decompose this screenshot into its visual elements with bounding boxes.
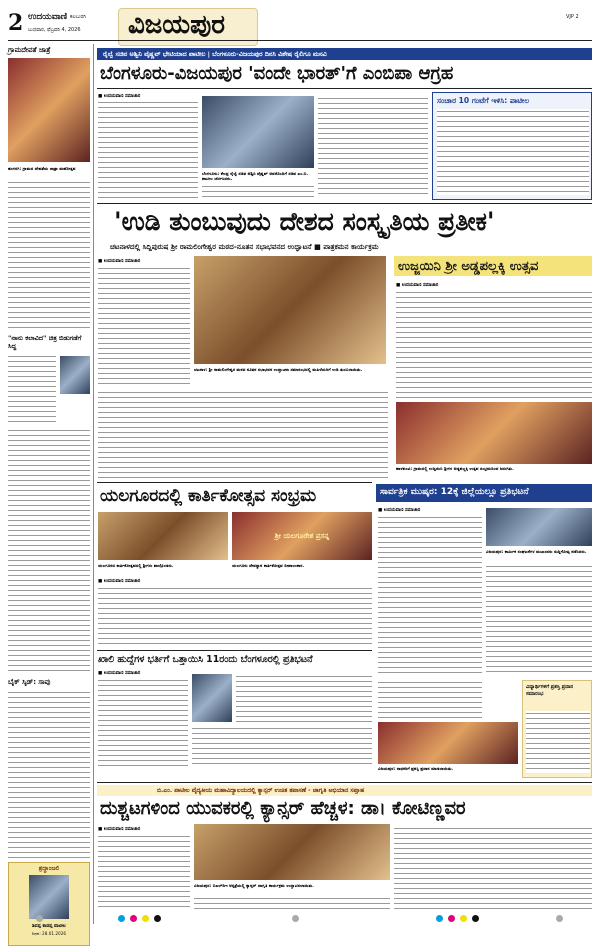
main-photo-caption: ಚಟನಾಳ: ಶ್ರೀ ರಾಮಲಿಂಗೇಶ್ವರ ಮಠದ ನೂತನ ಸಭಾಭವನ ಉದ್ಘಾಟನಾ ಸಮಾರಂಭದಲ್ಲಿ ಮಹಿಳೆಯರಿಗೆ ಉಡಿ ತುಂಬಲಾಯಿತು. [194,367,363,372]
karthik-caption-right: ಯಲಗೂರು ದೇವಸ್ಥಾನ ಕಾರ್ತಿಕೋತ್ಸವ ದೀಪಾಲಂಕಾರ. [232,563,305,568]
main-text-1 [98,266,190,386]
obituary-title: ಶ್ರದ್ಧಾಂಜಲಿ [38,865,60,872]
strike-text-1 [378,515,482,675]
karthik-headline: ಯಲಗೂರದಲ್ಲಿ ಕಾರ್ತಿಕೋತ್ಸವ ಸಂಭ್ರಮ [100,486,317,506]
banner-side-box [432,92,592,200]
registration-mark-icon [448,915,455,922]
banner-rule [97,88,592,89]
job-text-2 [192,726,372,768]
registration-mark-icon [36,915,43,922]
strike-photo [486,508,592,546]
registration-mark-icon [292,915,299,922]
banner-text-1 [98,100,198,198]
obituary-date: ನಿಧನ: 28.01.2026 [31,931,67,936]
left-column-divider [93,44,94,924]
left-text-2 [8,354,56,424]
right-story-text [396,290,592,398]
cancer-text-3 [394,826,592,910]
job-text-1 [98,678,188,768]
registration-mark-icon [118,915,125,922]
section-title: ವಿಜಯಪುರ [128,10,226,40]
cancer-photo [194,824,390,880]
left-text-4 [8,690,90,858]
temple-photo [8,58,90,162]
main-subhead: ಚಟನಾಳದಲ್ಲಿ ಸಿದ್ದಿಪುರುಷ ಶ್ರೀ ರಾಮಲಿಂಗೇಶ್ವರ ಮಠದ-ನೂತನ ಸಭಾಭವನದ ಉದ್ಘಾಟನೆ ■ ಪಾತ್ರಕಮನ ಕಾರ್ಯಕ್ರಮ [110,242,379,251]
left-column [8,44,90,936]
karthik-text [98,586,372,646]
banner-kicker-bar [97,48,592,60]
job-photo [192,674,232,722]
cancer-kicker: ಬಿ.ಎಂ. ಪಾಟೀಲ ವೈದ್ಯಕೀಯ ಮಹಾವಿದ್ಯಾಲಯದಲ್ಲಿ ಕ್ಯಾನ್ಸರ್ ಉಚಿತ ತಪಾಸಣೆ - ಜಾಗೃತಿ ಅಭಿಯಾನ ಸಪ್ತಾಹ [157,787,365,794]
registration-marks [0,914,600,924]
banner-side-text [437,109,589,195]
obituary-name: ಶಿವಪ್ಪ ಕಾಡಪ್ಪ ಪಾಟೀಲ [32,924,66,929]
edition-tag: ಕಲಬುರಗಿ [70,14,86,20]
cancer-photo-caption: ವಿಜಯಪುರ: ಬಿಎಲ್‌ಡಿಇ ಆಸ್ಪತ್ರೆಯಲ್ಲಿ ಕ್ಯಾನ್ಸರ್ ಜಾಗೃತಿ ಕಾರ್ಯಕ್ರಮ ಉದ್ಘಾಟಿಸಲಾಯಿತು. [194,883,314,888]
banner-text-3 [318,96,428,198]
left-text-3 [8,428,90,674]
karthik-top-rule [97,482,372,483]
cancer-text-2 [194,896,390,910]
registration-mark-icon [436,915,443,922]
job-headline: ಖಾಲಿ ಹುದ್ದೆಗಳ ಭರ್ತಿಗೆ ಒತ್ತಾಯಿಸಿ 11ರಂದು ಬೆಂಗಳೂರಲ್ಲಿ ಪ್ರತಿಭಟನೆ [98,654,313,665]
right-story-photo [396,402,592,464]
karthik-byline: ■ ಉದಯವಾಣಿ ಸಮಾಚಾರ [98,579,141,584]
page-number: 2 [8,10,24,36]
artist-photo [60,356,90,394]
strike-byline: ■ ಉದಯವಾಣಿ ಸಮಾಚಾರ [378,508,421,513]
award-side-box [522,680,592,778]
right-story-headline: ಉಜ್ಜಯಿನಿ ಶ್ರೀ ಅಡ್ಡಪಲ್ಲಕ್ಕಿ ಉತ್ಸವ [398,259,539,274]
cancer-kicker-bar [97,785,592,796]
left-top-caption: ಹಂಗರಗಿ: ಗ್ರಾಮದ ದೇವತೆಯ ಜಾತ್ರಾ ಮಹೋತ್ಸವ [8,166,76,171]
banner-text-2 [202,184,314,198]
job-top-rule [97,650,372,651]
registration-mark-icon [142,915,149,922]
karthik-banner-text: ಶ್ರೀ ಯಲಗೂರೇಶ ಪ್ರಸನ್ನ [274,532,330,540]
banner-byline: ■ ಉದಯವಾಣಿ ಸಮಾಚಾರ [98,94,141,99]
left-text-1 [8,180,90,330]
banner-photo [202,96,314,168]
masthead-rule [8,40,592,41]
award-text [378,680,482,720]
main-photo [194,256,386,364]
left-top-heading: ಗ್ರಾಮದೇವತೆ ಜಾತ್ರೆ [8,46,51,54]
cancer-text-1 [98,834,190,908]
job-byline: ■ ಉದಯವಾಣಿ ಸಮಾಚಾರ [98,671,141,676]
cancer-headline: ದುಶ್ಚಟಗಳಿಂದ ಯುವಕರಲ್ಲಿ ಕ್ಯಾನ್ಸರ್ ಹೆಚ್ಚಳ: ಡಾ। ಕೋಟಿಣ್ಣವರ [100,798,466,819]
award-photo [378,722,518,764]
banner-headline: ಬೆಂಗಳೂರು-ವಿಜಯಪುರ 'ವಂದೇ ಭಾರತ್'ಗೆ ಎಂಬಿಪಾ ಆಗ್ರಹ [100,63,454,84]
registration-mark-icon [472,915,479,922]
banner-photo-caption: ಬೆಂಗಳೂರು: ಕೇಂದ್ರ ರೈಲ್ವೆ ಸಚಿವ ಅಶ್ವಿನಿ ವೈಷ್ಣವ್ ಅವರೊಂದಿಗೆ ಸಚಿವ ಎಂ.ಬಿ. ಪಾಟೀಲ ಚರ್ಚಿಸಿದರು. [202,171,309,181]
strike-headline: ಸಾರ್ವತ್ರಿಕ ಮುಷ್ಕರ: 12ಕ್ಕೆ ಜಿಲ್ಲೆಯಲ್ಲೂ ಪ್ರತಿಭಟನೆ [380,487,529,497]
registration-mark-icon [154,915,161,922]
strike-photo-caption: ವಿಜಯಪುರ: ಕಾರ್ಮಿಕ ಸಂಘಟನೆಗಳ ಮುಖಂಡರು ಸುದ್ದಿಗೋಷ್ಠಿ ನಡೆಸಿದರು. [486,549,587,554]
left-brief-heading: "ನಾನು ಕಲಾವಿದ" ಚಿತ್ರ ಬಿಡುಗಡೆಗೆ ಸಿದ್ಧ [8,334,82,350]
cancer-byline: ■ ಉದಯವಾಣಿ ಸಮಾಚಾರ [98,827,141,832]
right-story-byline: ■ ಉದಯವಾಣಿ ಸಮಾಚಾರ [396,283,439,288]
obituary-box [8,862,90,946]
award-caption: ವಿಜಯಪುರ: ಸಾಧಕರಿಗೆ ಪ್ರಶಸ್ತಿ ಪ್ರದಾನ ಮಾಡಲಾಯಿತು. [378,766,454,771]
registration-mark-icon [460,915,467,922]
date-line: ಬುಧವಾರ, ಫೆಬ್ರವರಿ 4, 2026 [28,27,81,33]
karthik-photo-left [98,512,228,560]
registration-mark-icon [556,915,563,922]
main-byline: ■ ಉದಯವಾಣಿ ಸಮಾಚಾರ [98,259,141,264]
main-headline: 'ಉಡಿ ತುಂಬುವುದು ದೇಶದ ಸಂಸ್ಕೃತಿಯ ಪ್ರತೀಕ' [114,207,495,236]
corner-code: VJP 2 [566,14,579,20]
strike-text-2 [486,564,592,675]
karthik-caption-left: ಯಲಗೂರದ ಕಾರ್ತಿಕೋತ್ಸವದಲ್ಲಿ ಶ್ರೀಗಳು ಪಾಲ್ಗೊಂಡರು. [98,563,174,568]
left-brief2-heading: ಬೈಕ್ ಸ್ಕಿಡ್: ಸಾವು [8,678,51,686]
obituary-photo [29,875,69,919]
right-story-caption: ಹಾಳಕುಂಟಿ: ಗ್ರಾಮದಲ್ಲಿ ಉಜ್ಜಯಿನಿ ಶ್ರೀಗಳ ಅಡ್ಡಪಲ್ಲಕ್ಕಿ ಉತ್ಸವ ಸಂಭ್ರಮದಿಂದ ಜರುಗಿತು. [396,466,514,471]
award-side-text [526,711,590,773]
main-top-rule [97,203,592,204]
banner-side-head: ಸಂಚಾರ 10 ಗಂಟೆಗೆ ಇಳಿಸಿ: ಪಾಟೀಲ [437,96,530,105]
main-text-2 [98,390,388,478]
award-side-brief: ವಿದ್ಯಾರ್ಥಿಗಳಿಗೆ ಪ್ರಶಸ್ತಿ ಪ್ರದಾನ ಸಮಾರಂಭ [526,684,573,697]
registration-mark-icon [130,915,137,922]
karthik-photo-right [232,512,372,560]
banner-kicker: ರೈಲ್ವೆ ಸಚಿವ ಅಶ್ವಿನಿ ವೈಷ್ಣವ್ ಭೇಟಿಯಾದ ಪಾಟೀಲ | ಬೆಂಗಳೂರು-ವಿಜಯಪುರ ದಿನಸಿ ವಿಶೇಷ ರೈಲಿಗೂ ಮನವಿ [103,50,327,58]
job-text-3 [236,674,372,722]
cancer-top-rule [97,782,592,783]
brand-name: ಉದಯವಾಣಿ [28,12,68,22]
